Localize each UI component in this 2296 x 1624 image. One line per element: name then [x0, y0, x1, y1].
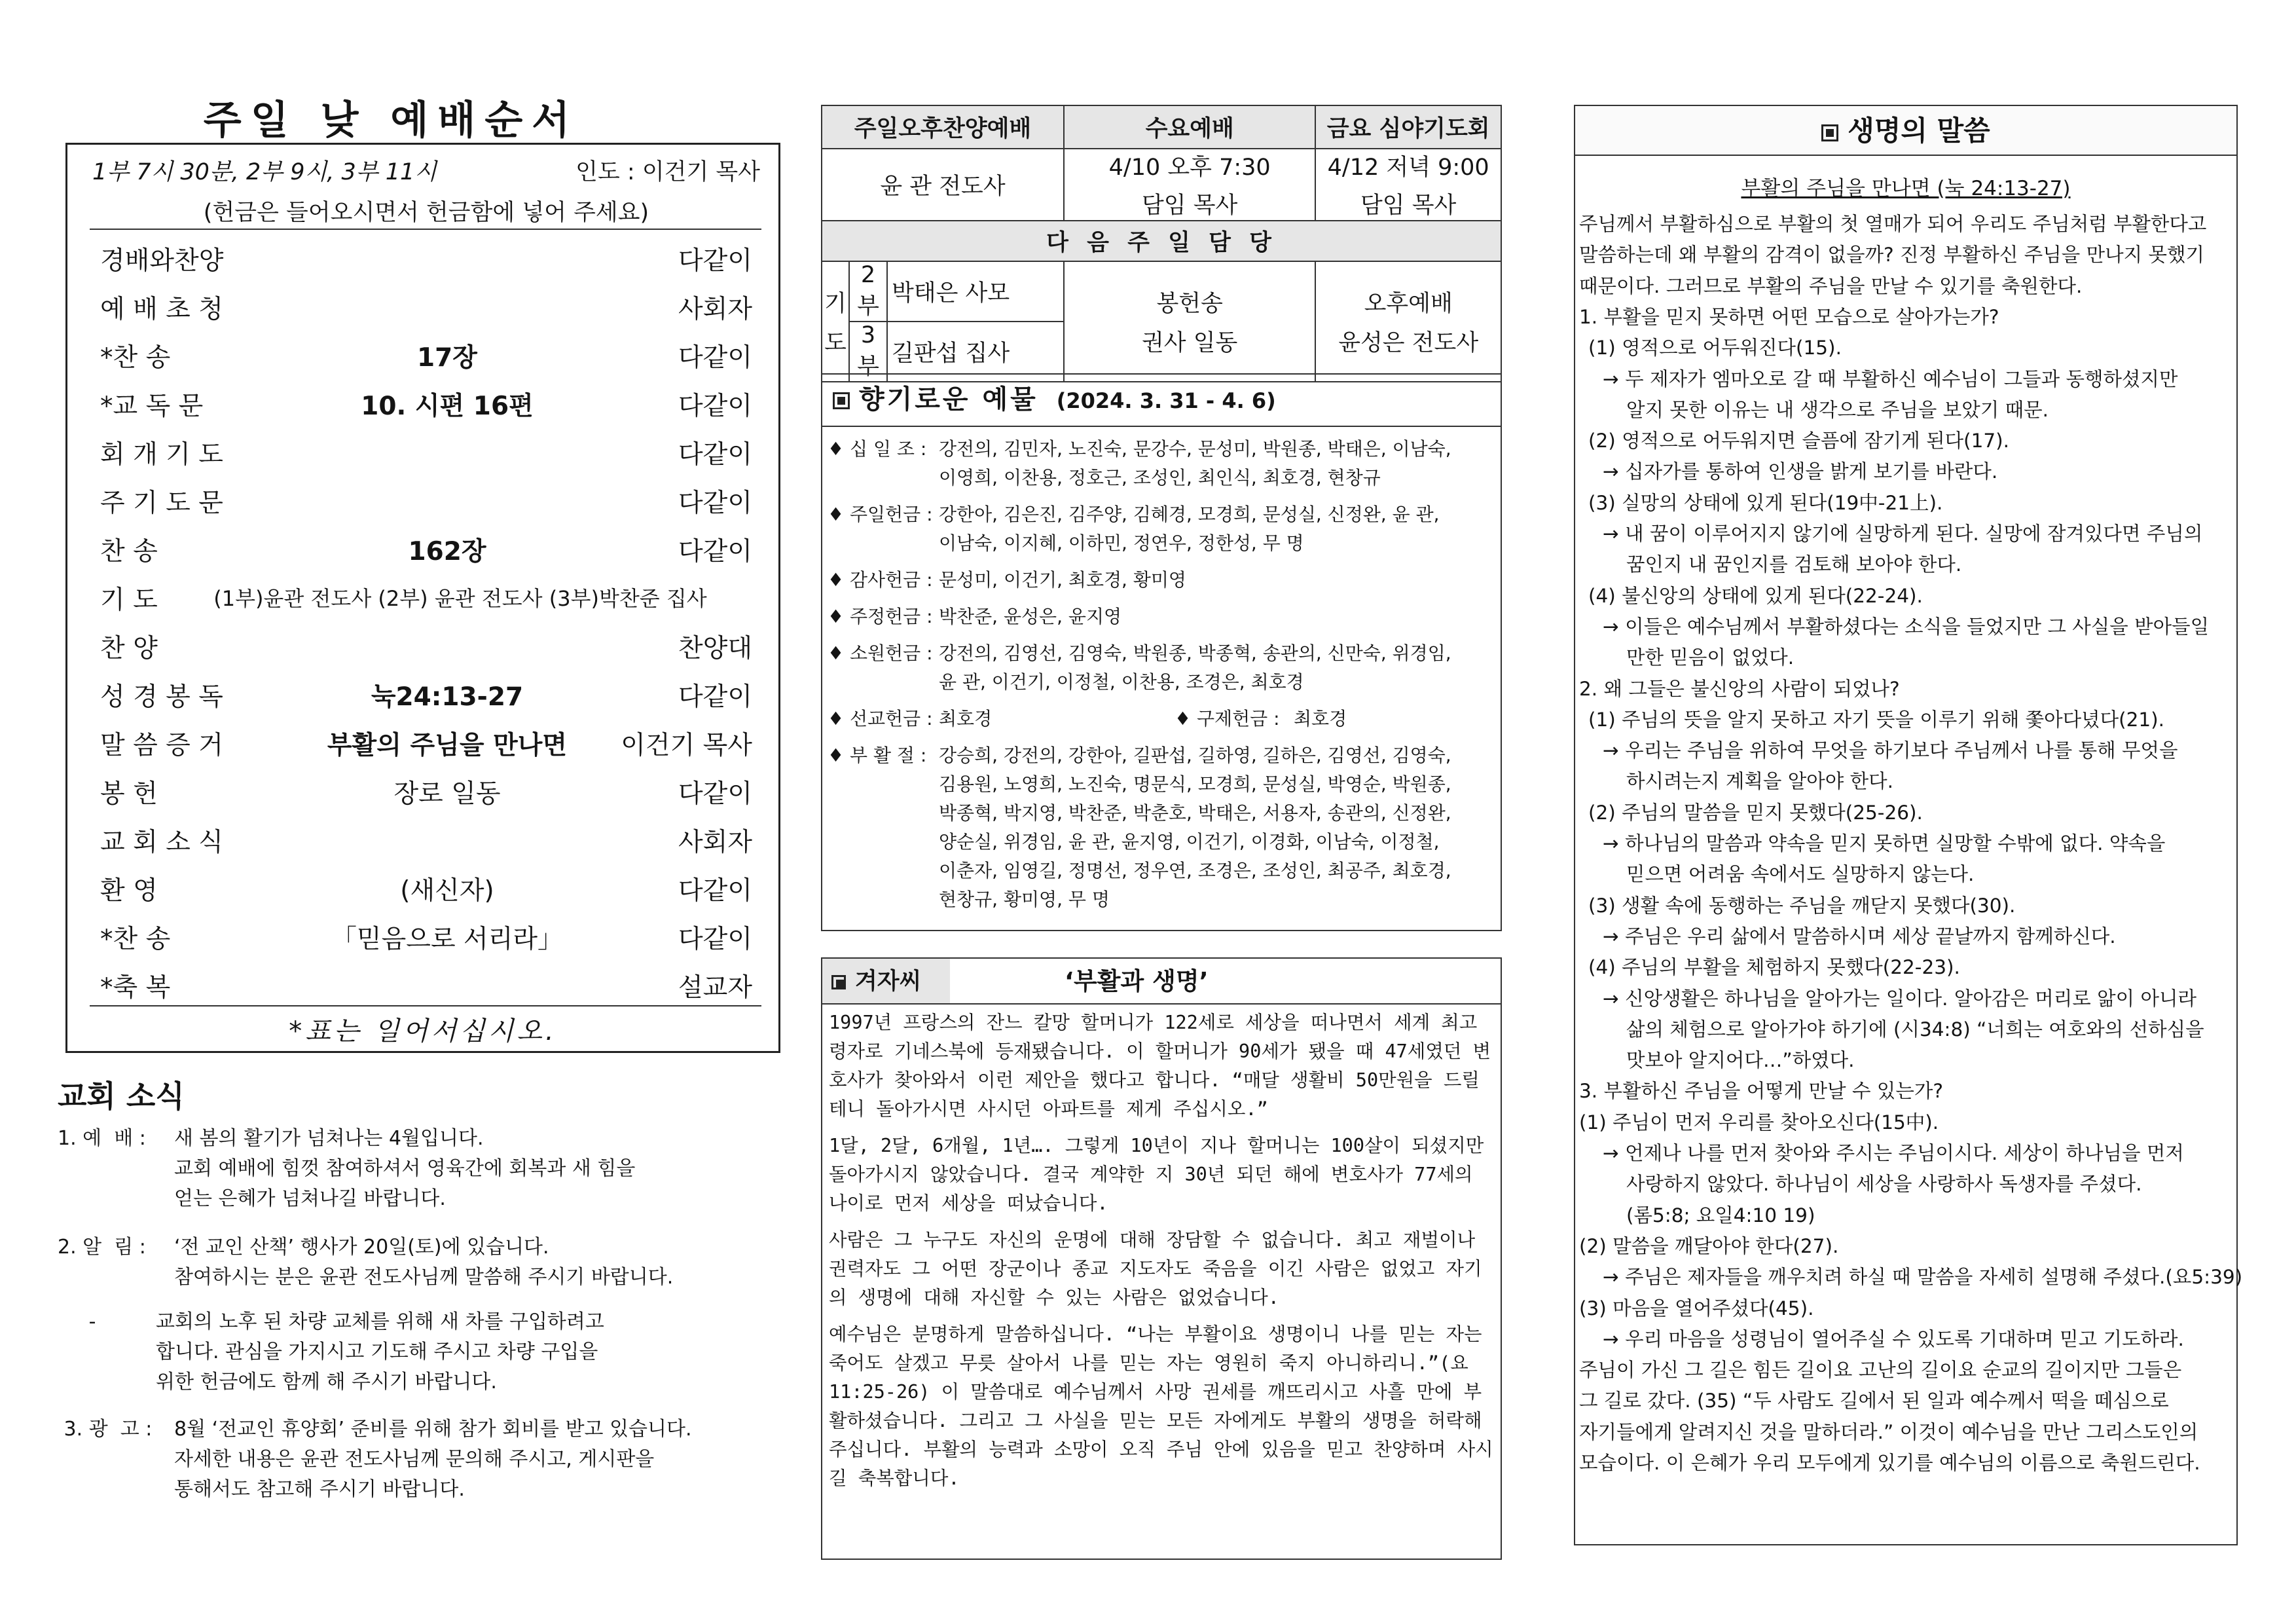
sermon-line: (1) 주님의 뜻을 알지 못하고 자기 뜻을 이루기 위해 쫓아다녔다(21). [1588, 708, 2165, 731]
order-row [67, 716, 778, 764]
mustard-essay [829, 1008, 1494, 1501]
essay-paragraph: 1달, 2달, 6개월, 1년…. 그렇게 10년이 지나 할머니는 100살이 되셨지만 돌아가시지 않았습니다. 결국 계약한 지 30년 되던 해에 변호사가 77세의 나이로 먼저 세상을 떠났습니다. [829, 1135, 1484, 1214]
order-item-person: 다같이 [678, 343, 752, 373]
order-item-person: 다같이 [678, 682, 752, 712]
sermon-line: → 주님은 제자들을 깨우치려 하실 때 말씀을 자세히 설명해 주셨다.(요5:39) [1603, 1266, 2243, 1289]
order-item-name: 성 경 봉 독 [100, 682, 223, 712]
sermon-line: (2) 주님의 말씀을 믿지 못했다(25-26). [1588, 801, 1923, 824]
offering-line: 강승희, 강전의, 강한아, 길판섭, 길하영, 길하은, 김영선, 김영숙, [939, 745, 1451, 766]
sermon-line: (3) 실망의 상태에 있게 된다(19中-21上). [1588, 491, 1943, 514]
prayer-person-2: 박태은 사모 [887, 261, 1064, 322]
sermon-line: → 우리 마음을 성령님이 열어주실 수 있도록 기대하며 믿고 기도하라. [1603, 1327, 2184, 1350]
sermon-line: 자기들에게 알려지신 것을 말하더라.” 이것이 예수님을 만난 그리스도인의 [1579, 1420, 2198, 1443]
offering-names [939, 639, 1492, 697]
offerings-period: (2024. 3. 31 - 4. 6) [1056, 388, 1276, 413]
offering-label: ♦ 주일헌금 : [828, 504, 933, 525]
standing-note: *표는 일어서십시오. [289, 1016, 557, 1046]
order-row [67, 764, 778, 813]
sermon-line: (2) 영적으로 어두워지면 슬픔에 잠기게 된다(17). [1588, 430, 2010, 452]
sermon-line: → 이들은 예수님께서 부활하셨다는 소식을 들었지만 그 사실을 받아들일 [1603, 615, 2210, 638]
square-bullet-icon [1821, 124, 1838, 141]
order-item-name: *축 복 [100, 973, 171, 1003]
offering-line: 이영희, 이찬용, 정호근, 조성인, 최인식, 최호경, 현창규 [939, 467, 1381, 489]
wednesday-time: 4/10 오후 7:30 [1108, 155, 1271, 181]
offering-line: 현창규, 황미영, 무 명 [939, 889, 1110, 910]
sermon-line: → 하나님의 말씀과 약속을 믿지 못하면 실망할 수밖에 없다. 약속을 [1603, 832, 2166, 855]
sermon-line: (1) 영적으로 어두워진다(15). [1588, 337, 1842, 360]
sermon-line: 주님이 가신 그 길은 힘든 길이요 고난의 길이요 순교의 길이지만 그들은 [1579, 1359, 2182, 1382]
sermon-line: → 주님은 우리 삶에서 말씀하시며 세상 끝날까지 함께하신다. [1603, 925, 2116, 948]
order-row [67, 473, 778, 522]
news-line: 교회의 노후 된 차량 교체를 위해 새 차를 구입하려고 [156, 1310, 604, 1333]
prayer-person-3: 길판섭 집사 [887, 322, 1064, 382]
order-row [67, 377, 778, 425]
order-item-detail: (새신자) [400, 876, 494, 906]
sermon-line: → 두 제자가 엠마오로 갈 때 부활하신 예수님이 그들과 동행하셨지만 [1603, 367, 2178, 390]
order-item-person: 다같이 [678, 392, 752, 421]
order-item-person: 찬양대 [678, 634, 752, 663]
sermon-line: (3) 생활 속에 동행하는 주님을 깨닫지 못했다(30). [1588, 894, 2016, 917]
word-of-life-box [1574, 105, 2243, 1545]
sermon-line: 알지 못한 이유는 내 생각으로 주님을 보았기 때문. [1626, 398, 2049, 421]
order-item-name: 봉 헌 [100, 779, 158, 809]
offering-line: 양순실, 위경임, 윤 관, 윤지영, 이건기, 이경화, 이남숙, 이정철, [939, 831, 1440, 853]
offering-line: 이남숙, 이지혜, 이하민, 정연우, 정한성, 무 명 [939, 532, 1304, 554]
essay-paragraph: 사람은 그 누구도 자신의 운명에 대해 장담할 수 없습니다. 최고 재벌이나 권력자도 그 어떤 장군이나 종교 지도자도 죽음을 이긴 사람은 없었고 자기의 생명에 대해 자신할 수 있는 사람은 없었습니다. [829, 1229, 1482, 1308]
order-item-name: 경배와찬양 [100, 246, 224, 276]
sermon-line: 그 길로 갔다. (35) “두 사람도 길에서 된 일과 예수께서 떡을 떼심으로 [1579, 1390, 2169, 1412]
sermon-line: 꿈인지 내 꿈인지를 검토해 보아야 한다. [1626, 553, 1962, 576]
order-item-detail: 「믿음으로 서리라」 [331, 925, 564, 954]
friday-info [1315, 149, 1501, 221]
offering-line: 강한아, 김은진, 김주양, 김혜경, 모경희, 문성실, 신정완, 윤 관, [939, 504, 1440, 525]
news-item-label: 3. 광 고 : [58, 1418, 153, 1441]
sermon-line: (4) 불신앙의 상태에 있게 된다(22-24). [1588, 584, 1923, 607]
news-line: 8월 ‘전교인 휴양회’ 준비를 위해 참가 회비를 받고 있습니다. [174, 1418, 692, 1441]
news-item-text [174, 1124, 770, 1214]
afternoon-worship: 오후예배 윤성은 전도사 [1315, 261, 1501, 382]
order-item-name: 회 개 기 도 [100, 440, 223, 470]
sermon-line: → 언제나 나를 먼저 찾아와 주시는 주님이시다. 세상이 하나님을 먼저 [1603, 1142, 2184, 1164]
sermon-line: (1) 주님이 먼저 우리를 찾아오신다(15中). [1579, 1111, 1939, 1134]
offering-label: ♦ 주정헌금 : [828, 606, 933, 627]
order-item-detail: 장로 일동 [393, 779, 501, 809]
order-item-detail: 10. 시편 16편 [361, 392, 534, 421]
offering-line: 박찬준, 윤성은, 윤지영 [939, 606, 1122, 627]
sermon-line: 주님께서 부활하심으로 부활의 첫 열매가 되어 우리도 주님처럼 부활한다고 [1579, 213, 2207, 235]
sermon-line: (4) 주님의 부활을 체험하지 못했다(22-23). [1588, 956, 1960, 979]
sermon-line: (2) 말씀을 깨달아야 한다(27). [1579, 1234, 1839, 1257]
order-item-person: 다같이 [678, 779, 752, 809]
order-row [67, 328, 778, 377]
order-row [67, 231, 778, 280]
order-row [67, 910, 778, 958]
order-item-name: *교 독 문 [100, 392, 204, 421]
news-line: ‘전 교인 산책’ 행사가 20일(토)에 있습니다. [174, 1236, 549, 1259]
sermon-line: 믿으면 어려움 속에서도 실망하지 않는다. [1626, 863, 1975, 886]
order-item-detail: 17장 [417, 343, 477, 373]
news-line: 위한 헌금에도 함께 해 주시기 바랍니다. [156, 1371, 497, 1393]
wednesday-person: 담임 목사 [1142, 193, 1238, 219]
order-row [67, 813, 778, 861]
prayer-service-3: 3부 [849, 322, 887, 382]
next-week-title: 다 음 주 일 담 당 [822, 221, 1501, 261]
order-item-person: 다같이 [678, 440, 752, 470]
order-item-detail: 눅24:13-27 [371, 682, 524, 712]
sermon-line: 삶의 체험으로 알아가야 하기에 (시34:8) “너희는 여호와의 선하심을 [1626, 1018, 2204, 1041]
news-line: 자세한 내용은 윤관 전도사님께 문의해 주시고, 게시판을 [174, 1448, 655, 1471]
col-wednesday-service: 수요예배 [1064, 105, 1315, 149]
order-row [67, 667, 778, 716]
divider [90, 229, 761, 230]
order-item-name: 예 배 초 청 [100, 295, 223, 324]
sermon-line: → 내 꿈이 이루어지지 않기에 실망하게 된다. 실망에 잠겨있다면 주님의 [1603, 523, 2203, 545]
offering-names [939, 566, 1492, 595]
order-item-name: 기 도 [100, 585, 158, 615]
sermon-line: → 십자가를 통하여 인생을 밝게 보기를 바란다. [1603, 460, 1998, 483]
order-item-person: 다같이 [678, 876, 752, 906]
offering-names [939, 602, 1492, 631]
order-item-detail: 부활의 주님을 만나면 [327, 731, 568, 760]
offering-label: ♦ 선교헌금 : [828, 708, 933, 729]
service-times: 1부 7시 30분, 2부 9시, 3부 11시 [92, 159, 437, 185]
col-afternoon-service: 주일오후찬양예배 [822, 105, 1064, 149]
wednesday-info [1064, 149, 1315, 221]
offering-line: 문성미, 이건기, 최호경, 황미영 [939, 569, 1186, 591]
sermon-line: 때문이다. 그러므로 부활의 주님을 만날 수 있기를 축원한다. [1579, 274, 2083, 297]
offering-label: ♦ 부 활 절 : [828, 745, 927, 766]
page-title: 주일 낮 예배순서 [203, 98, 579, 143]
prayer-label: 기 도 [822, 261, 849, 382]
sermon-line: → 우리는 주님을 위하여 무엇을 하기보다 주님께서 나를 통해 무엇을 [1603, 739, 2178, 762]
order-row [67, 522, 778, 570]
offering-line: 박종혁, 박지영, 박찬준, 박춘호, 박태은, 서용자, 송관의, 신정완, [939, 802, 1451, 824]
offering-label: ♦ 십 일 조 : [828, 438, 927, 460]
square-bullet-icon [831, 975, 846, 989]
offerings-box [821, 373, 1502, 931]
order-item-person: 사회자 [678, 295, 752, 324]
sermon-line: 만한 믿음이 없었다. [1626, 646, 1795, 669]
offering-note: (헌금은 들어오시면서 헌금함에 넣어 주세요) [203, 200, 649, 226]
prayer-service-2: 2부 [849, 261, 887, 322]
news-item-label: - [58, 1310, 96, 1333]
leader: 인도 : 이건기 목사 [575, 159, 760, 185]
order-item-person: 설교자 [678, 973, 752, 1003]
sermon-line: 맛보아 알지어다…”하였다. [1626, 1049, 1855, 1072]
afternoon-preacher: 윤 관 전도사 [822, 149, 1064, 221]
offering-line: 강전의, 김영선, 김영숙, 박원종, 박종혁, 송관의, 신만숙, 위경임, [939, 642, 1451, 664]
col-friday-service: 금요 심야기도회 [1315, 105, 1501, 149]
sermon-line: (롬5:8; 요일4:10 19) [1626, 1204, 1815, 1227]
divider [90, 1005, 761, 1006]
news-line: 통해서도 참고해 주시기 바랍니다. [174, 1478, 465, 1501]
news-item-text [174, 1414, 770, 1505]
offering-label: ♦ 감사헌금 : [828, 569, 933, 591]
news-line: 교회 예배에 힘껏 참여하셔서 영육간에 회복과 새 힘을 [174, 1157, 636, 1180]
order-row [67, 619, 778, 667]
order-item-person: 이건기 목사 [621, 731, 752, 760]
order-item-name: *찬 송 [100, 343, 171, 373]
order-item-detail: (1부)윤관 전도사 (2부) 윤관 전도사 (3부)박찬준 집사 [213, 586, 707, 611]
order-item-name: *찬 송 [100, 925, 171, 954]
order-item-person: 다같이 [678, 537, 752, 566]
mustard-seed-box [821, 957, 1502, 1560]
sermon-line: 1. 부활을 믿지 못하면 어떤 모습으로 살아가는가? [1579, 305, 1999, 328]
essay-paragraph: 예수님은 분명하게 말씀하십니다. “나는 부활이요 생명이니 나를 믿는 자는 죽어도 살겠고 무릇 살아서 나를 믿는 자는 영원히 죽지 아니하리니.”(요11:25-26) 이 말씀대로 예수님께서 사망 권세를 깨뜨리시고 사흘 만에 부활하셨습니다. 그리고 그 사실을 믿는 모든 자에게도 부활의 생명을 허락해 주십니다. 부활의 능력과 소망이 오직 주님 안에 있음을 믿고 찬양하며 사시길 축복합니다. [829, 1323, 1493, 1489]
news-item-label: 1. 예 배 : [58, 1127, 146, 1150]
order-row [67, 570, 778, 619]
offering-line: 이춘자, 임영길, 정명선, 정우연, 조경은, 조성인, 최공주, 최호경, [939, 860, 1451, 881]
offering-names [939, 435, 1492, 492]
offering-names [939, 741, 1492, 914]
order-row [67, 280, 778, 328]
sermon-line: 2. 왜 그들은 불신앙의 사람이 되었나? [1579, 677, 1900, 700]
order-row [67, 958, 778, 1006]
order-item-name: 주 기 도 문 [100, 489, 223, 518]
news-line: 합니다. 관심을 가지시고 기도해 주시고 차량 구입을 [156, 1340, 598, 1363]
news-line: 얻는 은혜가 넘쳐나길 바랍니다. [174, 1187, 446, 1210]
square-bullet-icon [833, 392, 850, 409]
relief-value: 최호경 [1294, 708, 1347, 729]
sermon-line: 하시려는지 계획을 알아야 한다. [1626, 770, 1893, 793]
news-line: 새 봄의 활기가 넘쳐나는 4월입니다. [174, 1127, 484, 1150]
offering-line: 최호경 [939, 708, 993, 729]
sermon-line: (3) 마음을 열어주셨다(45). [1579, 1297, 1814, 1320]
order-item-name: 찬 송 [100, 537, 158, 566]
sermon-line: → 신앙생활은 하나님을 알아가는 일이다. 알아감은 머리로 앎이 아니라 [1603, 987, 2197, 1010]
news-line: 참여하시는 분은 윤관 전도사님께 말씀해 주시기 바랍니다. [174, 1266, 674, 1289]
friday-person: 담임 목사 [1360, 193, 1457, 219]
offering-names [939, 500, 1492, 558]
offering-label: ♦ 소원헌금 : [828, 642, 933, 664]
word-of-life-header: 생명의 말씀 [1575, 106, 2236, 156]
order-row [67, 425, 778, 473]
order-item-person: 사회자 [678, 828, 752, 857]
offerings-title: 향기로운 예물 [859, 384, 1038, 415]
essay-paragraph: 1997년 프랑스의 잔느 칼망 할머니가 122세로 세상을 떠나면서 세계 최고령자로 기네스북에 등재됐습니다. 이 할머니가 90세가 됐을 때 47세였던 변호사가 찾아와서 이런 제안을 했다고 합니다. “매달 생활비 50만원을 드릴 테니 돌아가시면 사시던 아파트를 제게 주십시오.” [829, 1012, 1491, 1120]
services-table [821, 105, 1502, 382]
order-item-name: 말 씀 증 거 [100, 731, 223, 760]
friday-time: 4/12 저녁 9:00 [1327, 155, 1489, 181]
sermon-line: 3. 부활하신 주님을 어떻게 만날 수 있는가? [1579, 1080, 1944, 1103]
mustard-label-cell: 겨자씨 [822, 959, 950, 1005]
church-news-title: 교회 소식 [58, 1079, 185, 1114]
order-item-name: 교 회 소 식 [100, 828, 223, 857]
order-list [67, 231, 778, 1006]
news-item-text [174, 1232, 770, 1293]
offerings-header [822, 375, 1501, 424]
offering-line: 김용원, 노영희, 노진숙, 명문식, 모경희, 문성실, 박영순, 박원종, [939, 773, 1451, 795]
order-item-person: 다같이 [678, 925, 752, 954]
mustard-title: ‘부활과 생명’ [950, 959, 1501, 1005]
sermon-line: 사랑하지 않았다. 하나님이 세상을 사랑하사 독생자를 주셨다. [1626, 1173, 2142, 1196]
order-item-detail: 162장 [408, 537, 486, 566]
worship-order-box [65, 143, 780, 1053]
order-item-name: 찬 양 [100, 634, 158, 663]
offering-line: 강전의, 김민자, 노진숙, 문강수, 문성미, 박원종, 박태은, 이남숙, [939, 438, 1451, 460]
relief-label: ♦ 구제헌금 : [1175, 708, 1280, 729]
news-item-text [156, 1307, 752, 1397]
order-item-name: 환 영 [100, 876, 158, 906]
sermon-line: 모습이다. 이 은혜가 우리 모두에게 있기를 예수님의 이름으로 축원드린다. [1579, 1452, 2200, 1474]
news-item-label: 2. 알 림 : [58, 1236, 146, 1259]
order-item-person: 다같이 [678, 246, 752, 276]
order-item-person: 다같이 [678, 489, 752, 518]
offering-line: 윤 관, 이건기, 이정철, 이찬용, 조경은, 최호경 [939, 671, 1304, 693]
order-row [67, 861, 778, 910]
offering-song: 봉헌송 권사 일동 [1064, 261, 1315, 382]
sermon-title: 부활의 주님을 만나면 (눅 24:13-27) [1741, 177, 2071, 200]
sermon-line: 말씀하는데 왜 부활의 감격이 없을까? 진정 부활하신 주님을 만나지 못했기 [1579, 244, 2204, 267]
